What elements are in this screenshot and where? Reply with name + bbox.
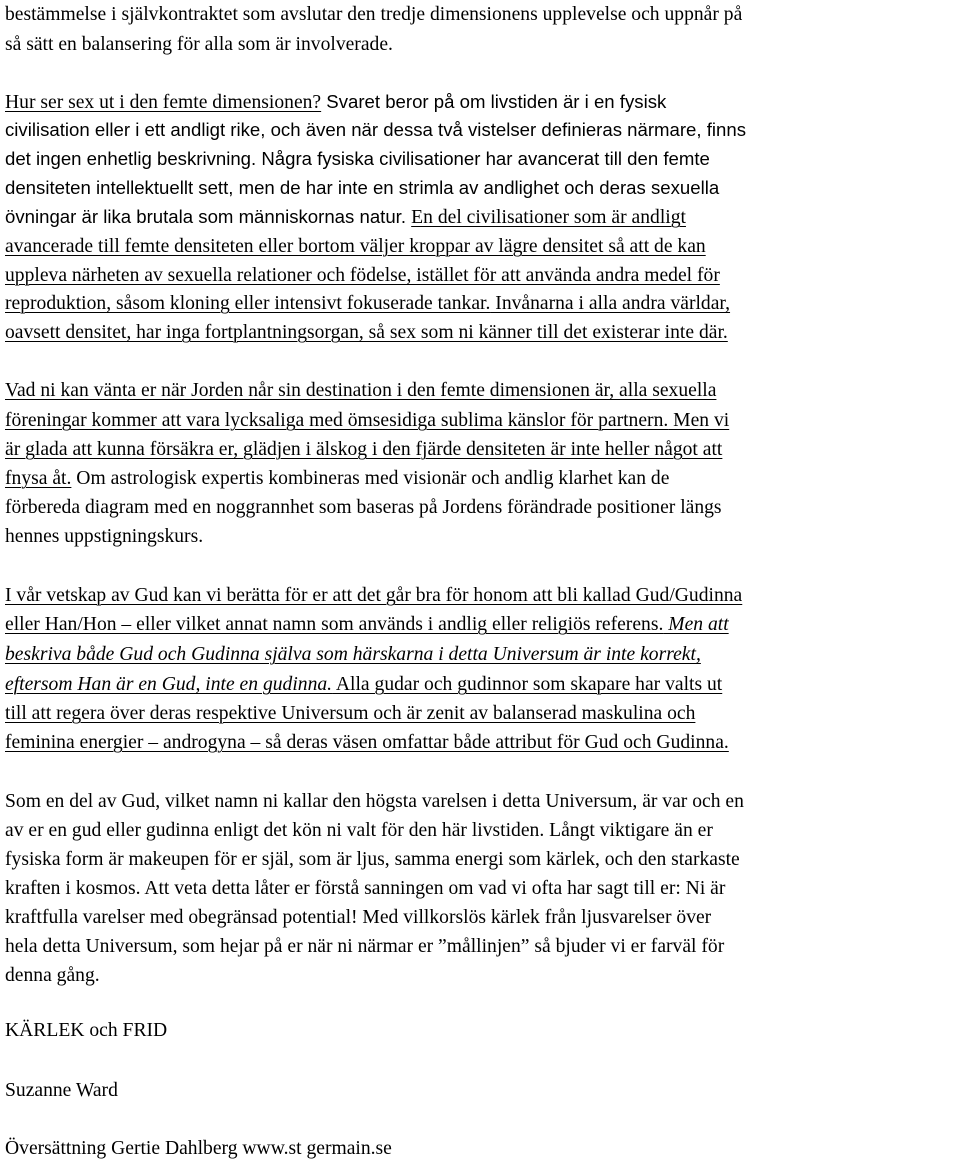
text-line	[5, 150, 710, 170]
text-run: fysiska form är makeupen för er själ, som är ljus, samma energi som kärlek, och den starkaste	[5, 849, 740, 870]
text-run: av er en gud eller gudinna enligt det kön ni valt för den här livstiden. Långt viktigare än er	[5, 820, 713, 841]
text-line	[5, 527, 203, 547]
text-line	[5, 937, 724, 957]
text-line	[5, 237, 706, 257]
text-run: förbereda diagram med en noggrannhet som baseras på Jordens förändrade positioner längs	[5, 497, 722, 518]
text-run: civilisation eller i ett andligt rike, och även när dessa två vistelser definieras närmare, finns	[5, 119, 746, 140]
text-line	[5, 733, 729, 753]
text-line	[5, 411, 729, 431]
text-run: Svaret beror på om livstiden är i en fysisk	[321, 91, 667, 112]
text-line	[5, 381, 716, 401]
text-run: Som en del av Gud, vilket namn ni kallar den högsta varelsen i detta Universum, är var och en	[5, 791, 744, 812]
text-line	[5, 675, 722, 695]
text-run: denna gång.	[5, 965, 100, 986]
text-line	[5, 266, 720, 286]
closing-line: KÄRLEK och FRID	[5, 1020, 168, 1041]
underlined-text: är glada att kunna försäkra er, glädjen i älskog i den fjärde densiteten är inte heller något att	[5, 439, 723, 460]
underlined-text: Men att	[663, 614, 729, 635]
text-line	[5, 294, 730, 314]
text-line	[5, 121, 746, 141]
text-line	[5, 821, 713, 841]
text-run: det ingen enhetlig beskrivning. Några fysiska civilisationer har avancerat till den femte	[5, 148, 710, 169]
text-line	[5, 35, 393, 55]
underlined-text: En del civilisationer som är andligt	[411, 207, 686, 228]
underlined-text: Alla gudar och gudinnor som skapare har valts ut	[332, 674, 723, 695]
underlined-text: reproduktion, såsom kloning eller intensivt fokuserade tankar.	[5, 293, 491, 314]
text-line	[5, 792, 744, 812]
text-run: kraften i kosmos. Att veta detta låter er förstå sanningen om vad vi ofta har sagt till er: Ni är	[5, 878, 726, 899]
underlined-text: eller Han/Hon – eller vilket annat namn som används i andlig eller religiös referens.	[5, 614, 664, 635]
text-line	[5, 5, 742, 25]
underlined-text: föreningar kommer att vara lycksaliga med ömsesidiga sublima känslor för partnern.	[5, 410, 669, 431]
text-line	[5, 208, 686, 228]
author-name: Suzanne Ward	[5, 1080, 118, 1101]
underlined-text: avancerade till femte densiteten eller bortom väljer kroppar av lägre densitet så att de kan	[5, 236, 706, 257]
text-line	[5, 879, 725, 899]
text-run: hela detta Universum, som hejar på er när ni närmar er ”mållinjen” så bjuder vi er farväl för	[5, 936, 725, 957]
text-run: hennes uppstigningskurs.	[5, 526, 204, 547]
underlined-text: beskriva både Gud och Gudinna själva som härskarna i detta Universum är inte korrekt,	[5, 644, 701, 665]
underlined-text: till att regera över deras respektive Universum och är zenit av balanserad maskulina och	[5, 703, 696, 724]
text-line	[5, 498, 722, 518]
text-line	[5, 93, 666, 113]
underlined-text: oavsett densitet, har inga fortplantningsorgan, så sex som ni känner till det existerar inte där.	[5, 322, 728, 343]
underlined-text: uppleva närheten av sexuella relationer och födelse, istället för att använda andra medel för	[5, 265, 720, 286]
underlined-text: Men vi	[668, 410, 730, 431]
text-line	[5, 179, 719, 199]
text-run: kraftfulla varelser med obegränsad potential! Med villkorslös kärlek från ljusvarelser över	[5, 907, 712, 928]
text-line	[5, 586, 742, 606]
text-run: Om astrologisk expertis kombineras med visionär och andlig klarhet kan de	[71, 468, 670, 489]
underlined-text: feminina energier – androgyna – så deras väsen omfattar både attribut för Gud och Gudinna.	[5, 732, 729, 753]
text-run: övningar är lika brutala som människornas natur.	[5, 206, 412, 227]
underlined-text: Vad ni kan vänta er när Jorden når sin destination i den femte dimensionen är, alla sexuella	[5, 380, 717, 401]
text-run: bestämmelse i självkontraktet som avslutar den tredje dimensionens upplevelse och uppnår på	[5, 4, 743, 25]
text-line	[5, 615, 729, 635]
text-line	[5, 469, 669, 489]
text-line	[5, 323, 728, 343]
underlined-text: fnysa åt.	[5, 468, 72, 489]
text-line	[5, 908, 711, 928]
text-line	[5, 440, 722, 460]
text-line	[5, 704, 695, 724]
underlined-text: eftersom Han är en Gud, inte en gudinna.	[5, 674, 333, 695]
translation-credit: Översättning Gertie Dahlberg www.st germain.se	[5, 1138, 392, 1159]
underlined-text: Invånarna i alla andra världar,	[490, 293, 731, 314]
text-run: densiteten intellektuellt sett, men de har inte en strimla av andlighet och deras sexuella	[5, 177, 720, 198]
text-line	[5, 850, 740, 870]
underlined-text: Hur ser sex ut i den femte dimensionen?	[5, 92, 322, 113]
underlined-text: I vår vetskap av Gud kan vi berätta för er att det går bra för honom att bli kallad Gud/Gudinna	[5, 585, 743, 606]
text-line	[5, 645, 701, 665]
text-line	[5, 966, 100, 986]
text-run: så sätt en balansering för alla som är involverade.	[5, 34, 393, 55]
